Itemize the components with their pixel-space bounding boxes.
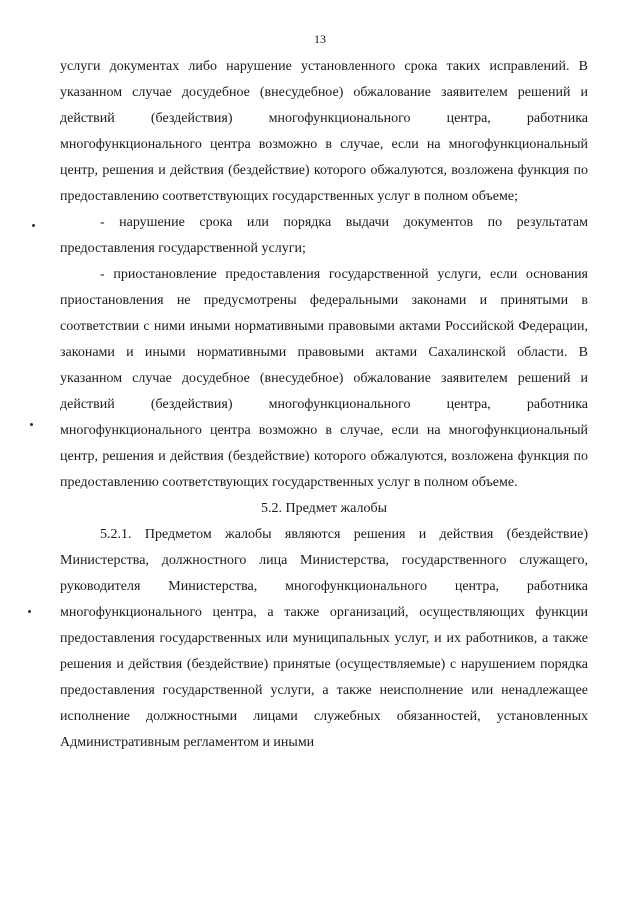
page-number: 13 [314,32,326,46]
paragraph-3: - приостановление предоставления государственной услуги, если основания приостановления не предусмотрены федеральными законами и принятыми в соответствии с ними иными нормативными правовыми актами Российской Федерации, законами и иными нормативными правовыми актами Сахалинской области. В указанном случае досудебное (внесудебное) обжалование заявителем решений и действий (бездействия) многофункционального центра, работника многофункционального центра возможно в случае, если на многофункциональный центр, решения и действия (бездействие) которого обжалуются, возложена функция по предоставлению соответствующих государственных услуг в полном объеме. [60,267,588,490]
paragraph-2: - нарушение срока или порядка выдачи документов по результатам предоставления государственной услуги; [60,215,588,256]
scan-speck [32,224,35,227]
paragraph-1: услуги документах либо нарушение установленного срока таких исправлений. В указанном случае досудебное (внесудебное) обжалование заявителем решений и действий (бездействия) многофункционального центра, работника многофункционального центра возможно в случае, если на многофункциональный центр, решения и действия (бездействие) которого обжалуются, возложена функция по предоставлению соответствующих государственных услуг в полном объеме; [60,59,588,204]
scan-speck [28,610,31,613]
section-heading: 5.2. Предмет жалобы [261,501,387,516]
document-body [60,54,588,756]
scan-speck [30,423,33,426]
paragraph-4: 5.2.1. Предметом жалобы являются решения и действия (бездействие) Министерства, должностного лица Министерства, государственного служащего, руководителя Министерства, многофункционального центра, работника многофункционального центра, а также организаций, осуществляющих функции предоставления государственных или муниципальных услуг, и их работников, а также решения и действия (бездействие) принятые (осуществляемые) с нарушением порядка предоставления государственной услуги, а также неисполнение или ненадлежащее исполнение должностными лицами служебных обязанностей, установленных Административным регламентом и иными [60,527,588,750]
